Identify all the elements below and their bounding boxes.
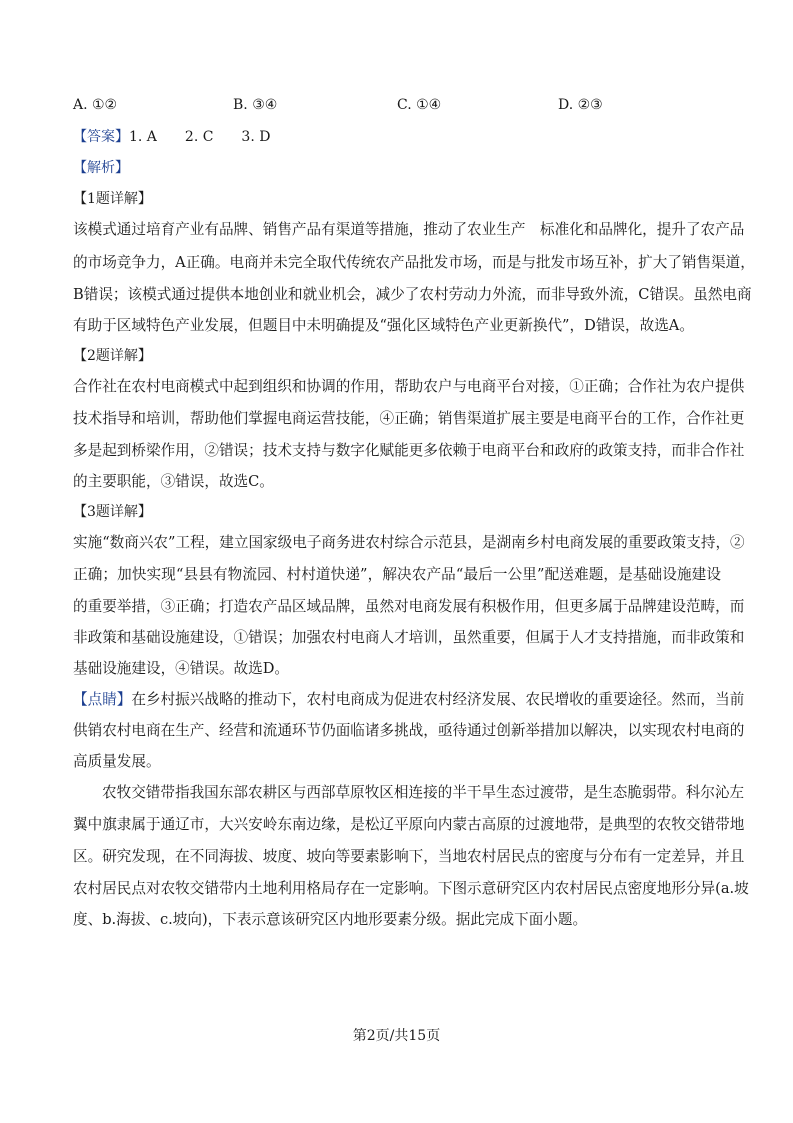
tip-line: 高质量发展。 bbox=[73, 753, 161, 770]
passage-line: 区。研究发现，在不同海拔、坡度、坡向等要素影响下，当地农村居民点的密度与分布有一定差异，并且 bbox=[73, 848, 745, 865]
q1-line: B错误；该模式通过提供本地创业和就业机会，减少了农村劳动力外流，而非导致外流，C错误。虽然电商 bbox=[73, 286, 752, 303]
option-c: C. ①④ bbox=[397, 97, 442, 113]
q3-line: 基础设施建设，④错误。故选D。 bbox=[73, 660, 290, 677]
answer-text: 1. A 2. C 3. D bbox=[129, 129, 271, 145]
page-number-footer: 第2页/共15页 bbox=[352, 1028, 441, 1044]
q2-line: 多是起到桥梁作用，②错误；技术支持与数字化赋能更多依赖于电商平台和政府的政策支持，而非合作社 bbox=[73, 442, 745, 459]
q1-line: 有助于区域特色产业发展，但题目中未明确提及“强化区域特色产业更新换代”，D错误，故选A。 bbox=[73, 317, 694, 334]
analysis-tag: 【解析】 bbox=[73, 160, 129, 176]
q3-line: 的重要举措，③正确；打造农产品区域品牌，虽然对电商发展有积极作用，但更多属于品牌建设范畴，而 bbox=[73, 598, 745, 615]
q2-heading: 【2题详解】 bbox=[73, 348, 152, 364]
passage-first-line: 农牧交错带指我国东部农耕区与西部草原牧区相连接的半干旱生态过渡带，是生态脆弱带。科尔沁左 bbox=[102, 784, 745, 801]
passage-line: 翼中旗隶属于通辽市，大兴安岭东南边缘，是松辽平原向内蒙古高原的过渡地带，是典型的农牧交错带地 bbox=[73, 816, 745, 833]
answer-tag: 【答案】 bbox=[73, 129, 129, 145]
q3-line: 正确；加快实现“县县有物流园、村村道快递”，解决农产品“最后一公里”配送难题，是基础设施建设 bbox=[73, 566, 721, 583]
q1-heading: 【1题详解】 bbox=[73, 191, 152, 207]
q3-line: 非政策和基础设施建设，①错误；加强农村电商人才培训，虽然重要，但属于人才支持措施，而非政策和 bbox=[73, 629, 745, 646]
q2-line: 的主要职能，③错误，故选C。 bbox=[73, 473, 274, 490]
option-b: B. ③④ bbox=[233, 97, 278, 113]
tip-tag: 【点睛】 bbox=[73, 691, 132, 708]
option-a: A. ①② bbox=[73, 97, 118, 113]
passage-line: 度、b.海拔、c.坡向)，下表示意该研究区内地形要素分级。据此完成下面小题。 bbox=[73, 911, 588, 928]
analysis-heading bbox=[73, 159, 129, 177]
q2-line: 技术指导和培训，帮助他们掌握电商运营技能，④正确；销售渠道扩展主要是电商平台的工作，合作社更 bbox=[73, 410, 745, 427]
q3-line: 实施“数商兴农”工程，建立国家级电子商务进农村综合示范县，是湖南乡村电商发展的重要政策支持，② bbox=[73, 534, 745, 551]
q1-line: 该模式通过培育产业有品牌、销售产品有渠道等措施，推动了农业生产 标准化和品牌化，提升了农产品 bbox=[73, 221, 745, 238]
option-d: D. ②③ bbox=[558, 97, 603, 113]
q2-line: 合作社在农村电商模式中起到组织和协调的作用，帮助农户与电商平台对接，①正确；合作社为农户提供 bbox=[73, 378, 745, 395]
tip-first-text: 在乡村振兴战略的推动下，农村电商成为促进农村经济发展、农民增收的重要途径。然而，当前 bbox=[131, 691, 745, 708]
passage-line: 农村居民点对农牧交错带内土地利用格局存在一定影响。下图示意研究区内农村居民点密度地形分异(a.坡 bbox=[73, 880, 749, 897]
q1-line: 的市场竞争力，A正确。电商并未完全取代传统农产品批发市场，而是与批发市场互补，扩大了销售渠道， bbox=[73, 254, 755, 271]
options-row bbox=[73, 96, 721, 114]
answer-line bbox=[73, 128, 270, 146]
tip-first-line bbox=[73, 690, 745, 710]
q3-heading: 【3题详解】 bbox=[73, 504, 152, 520]
tip-line: 供销农村电商在生产、经营和流通环节仍面临诸多挑战，亟待通过创新举措加以解决，以实现农村电商的 bbox=[73, 722, 745, 739]
